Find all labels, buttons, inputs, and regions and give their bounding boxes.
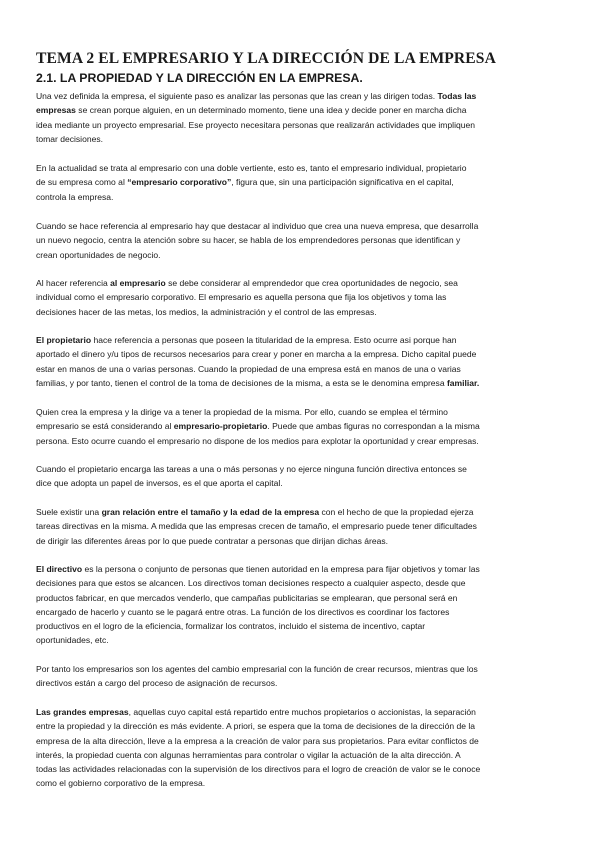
- text-run: crean oportunidades de negocio.: [36, 249, 161, 260]
- text-run: Al hacer referencia: [36, 278, 111, 288]
- text-run: todas las actividades relacionadas con la supervisión de los directivos para el logro de creación de valor se le conoce: [36, 764, 481, 775]
- text-line: [36, 605, 566, 619]
- text-run: Quien crea la empresa y la dirige va a tener la propiedad de la misma. Por ello, cuando se emplea el término: [36, 407, 448, 417]
- text-run: aportado el dinero y/u tipos de recursos necesarios para crear y poner en marcha a la empresa. Dicho capital puede: [36, 349, 477, 360]
- text-line: [36, 190, 566, 204]
- text-line: [36, 118, 566, 132]
- text-line: [36, 89, 566, 103]
- document-title: TEMA 2 EL EMPRESARIO Y LA DIRECCIÓN DE LA EMPRESA: [36, 50, 496, 67]
- text-line: [36, 333, 566, 347]
- text-run: familias, y por tanto, tienen el control de la toma de decisiones de la misma, a esta se le denomina empresa: [36, 377, 447, 388]
- text-line: [36, 462, 566, 476]
- paragraph-11: [36, 705, 566, 791]
- text-line: [36, 233, 566, 247]
- text-run: estar en manos de una o varias personas. Cuando la propiedad de una empresa está en manos de una o varias: [36, 363, 461, 374]
- text-line: [36, 591, 566, 605]
- text-run: entre la propiedad y la dirección es más evidente. A priori, se espera que la toma de decisiones de la dirección de la: [36, 721, 476, 732]
- text-line: [36, 662, 566, 676]
- text-run: idea mediante un proyecto empresarial. Ese proyecto necesitara personas que realizarán actividades que impliquen: [36, 119, 475, 130]
- paragraph-1: [36, 89, 566, 146]
- text-run: decisiones hacer de las metas, los medios, la administración y el control de las empresas.: [36, 306, 377, 317]
- text-line: [36, 562, 566, 576]
- text-run: tomar decisiones.: [36, 133, 103, 144]
- bold-text: empresario-propietario: [173, 421, 268, 432]
- text-line: [36, 705, 566, 719]
- text-run: Por tanto los empresarios son los agentes del cambio empresarial con la función de crear recursos, mientras que los: [36, 664, 478, 674]
- text-run: tareas directivas en la misma. A medida que las empresas crecen de tamaño, el empresario puede tener dificultades: [36, 521, 477, 532]
- text-line: [36, 519, 566, 533]
- text-line: [36, 103, 566, 117]
- bold-text: Las grandes empresas: [36, 707, 129, 717]
- paragraph-3: [36, 219, 566, 262]
- section-heading: 2.1. LA PROPIEDAD Y LA DIRECCIÓN EN LA EMPRESA.: [36, 71, 363, 85]
- text-run: individual como el empresario corporativo. El empresario es aquella persona que fija los objetivos y toma las: [36, 292, 447, 303]
- bold-text: Todas las: [437, 91, 477, 101]
- text-line: [36, 161, 566, 175]
- text-run: . Puede que ambas figuras no correspondan a la misma: [267, 421, 480, 432]
- text-run: un nuevo negocio, centra la atención sobre su hacer, se habla de los emprendedores personas que identifican y: [36, 235, 461, 246]
- text-line: [36, 633, 566, 647]
- paragraph-2: [36, 161, 566, 204]
- text-run: interés, la propiedad cuenta con algunas herramientas para controlar o vigilar la actuación de la alta dirección. A: [36, 749, 461, 760]
- text-run: Suele existir una: [36, 507, 102, 517]
- paragraph-5: [36, 333, 566, 390]
- text-run: directivos están a cargo del proceso de asignación de recursos.: [36, 678, 278, 689]
- bold-text: gran relación entre el tamaño y la edad de la empresa: [101, 507, 320, 517]
- text-line: [36, 276, 566, 290]
- text-run: de su empresa como al: [36, 177, 128, 188]
- text-line: [36, 434, 566, 448]
- text-line: [36, 719, 566, 733]
- text-line: [36, 376, 566, 390]
- text-line: [36, 362, 566, 376]
- paragraph-8: [36, 505, 566, 548]
- text-run: dice que adopta un papel de inversos, es el que aporta el capital.: [36, 478, 283, 489]
- text-run: se debe considerar al emprendedor que crea oportunidades de negocio, sea: [165, 278, 458, 288]
- bold-text: El propietario: [36, 335, 92, 345]
- text-line: [36, 534, 566, 548]
- text-run: decisiones para que estos se alcancen. Los directivos toman decisiones respecto a cualquier aspecto, desde que: [36, 578, 466, 589]
- text-run: se crean porque alguien, en un determinado momento, tiene una idea y decide poner en marcha dicha: [75, 105, 467, 116]
- text-run: , figura que, sin una participación significativa en el capital,: [231, 177, 454, 188]
- text-line: [36, 419, 566, 433]
- text-line: [36, 619, 566, 633]
- paragraph-9: [36, 562, 566, 648]
- text-run: hace referencia a personas que poseen la titularidad de la empresa. Esto ocurre asi porque han: [91, 335, 457, 345]
- text-run: Cuando el propietario encarga las tareas a una o más personas y no ejerce ninguna función directiva entonces se: [36, 464, 467, 474]
- text-run: , aquellas cuyo capital está repartido entre muchos propietarios o accionistas, la separación: [128, 707, 476, 717]
- text-run: con el hecho de que la propiedad ejerza: [319, 507, 474, 517]
- text-run: empresario se está considerando al: [36, 421, 174, 432]
- text-run: Una vez definida la empresa, el siguiente paso es analizar las personas que las crean y las dirigen todas.: [36, 91, 438, 101]
- bold-text: familiar.: [446, 377, 480, 388]
- paragraph-4: [36, 276, 566, 319]
- text-line: [36, 175, 566, 189]
- text-run: encargado de hacerlo y cuanto se le pagará entre otras. La función de los directivos es coordinar los factores: [36, 606, 450, 617]
- bold-text: El directivo: [36, 564, 83, 574]
- bold-text: al empresario: [110, 278, 166, 288]
- text-line: [36, 405, 566, 419]
- paragraph-6: [36, 405, 566, 448]
- text-line: [36, 505, 566, 519]
- text-line: [36, 776, 566, 790]
- bold-text: “empresario corporativo”: [127, 177, 232, 188]
- text-run: productivos en el logro de la eficiencia, formalizar los contratos, incluido el sistema de incentivo, captar: [36, 621, 426, 632]
- text-run: En la actualidad se trata al empresario con una doble vertiente, esto es, tanto el empresario individual, propietario: [36, 163, 467, 173]
- text-line: [36, 762, 566, 776]
- text-line: [36, 676, 566, 690]
- text-line: [36, 290, 566, 304]
- paragraph-7: [36, 462, 566, 491]
- text-line: [36, 305, 566, 319]
- text-line: [36, 476, 566, 490]
- text-run: de dirigir las diferentes áreas por lo que puede contratar a personas que dirijan dichas áreas.: [36, 535, 389, 546]
- text-line: [36, 132, 566, 146]
- paragraph-10: [36, 662, 566, 691]
- text-run: oportunidades, etc.: [36, 635, 109, 646]
- text-line: [36, 576, 566, 590]
- text-run: productos fabricar, en que mercados venderlo, que campañas publicitarias se emplearan, que personal será en: [36, 592, 458, 603]
- bold-text: empresas: [36, 105, 76, 116]
- text-run: Cuando se hace referencia al empresario hay que destacar al individuo que crea una nueva empresa, que desarrolla: [36, 221, 479, 231]
- text-line: [36, 347, 566, 361]
- text-run: controla la empresa.: [36, 191, 114, 202]
- text-run: empresa de la alta dirección, lleve a la empresa a la creación de valor para sus propietarios. Para evitar conflictos de: [36, 735, 479, 746]
- text-run: es la persona o conjunto de personas que tienen autoridad en la empresa para fijar objetivos y tomar las: [82, 564, 480, 574]
- text-line: [36, 734, 566, 748]
- text-line: [36, 248, 566, 262]
- text-run: como el gobierno corporativo de la empresa.: [36, 778, 206, 789]
- text-line: [36, 219, 566, 233]
- text-run: persona. Esto ocurre cuando el empresario no dispone de los medios para explotar la oportunidad y crear empresas.: [36, 435, 479, 446]
- text-line: [36, 748, 566, 762]
